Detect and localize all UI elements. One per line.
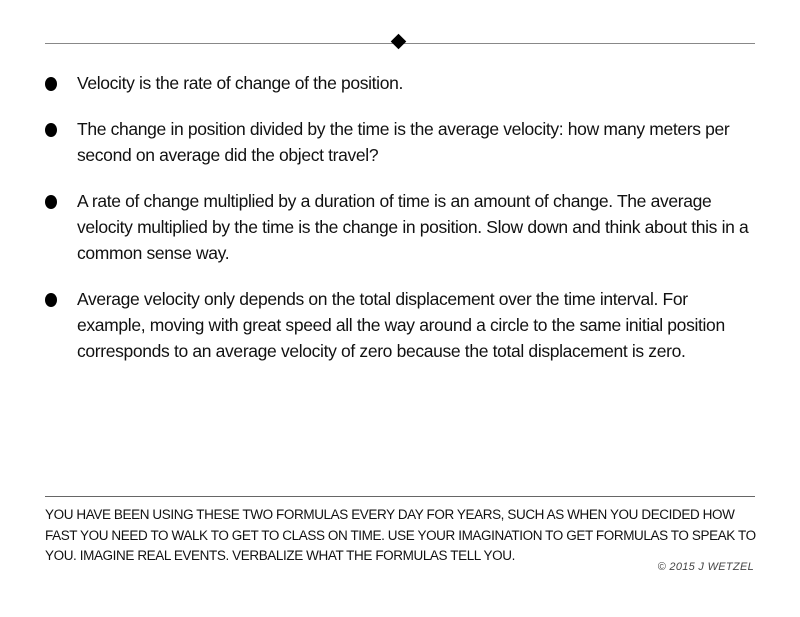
footer-divider <box>45 496 755 497</box>
bullet-icon <box>45 195 57 209</box>
diamond-icon <box>391 34 407 50</box>
bullet-icon <box>45 77 57 91</box>
bullet-icon <box>45 293 57 307</box>
bullet-item <box>45 116 760 168</box>
bullet-item <box>45 188 760 266</box>
bullet-text: A rate of change multiplied by a duration of time is an amount of change. The average velocity multiplied by the time is the change in position. Slow down and think about this in a common sense way. <box>77 191 749 263</box>
bullet-text: Velocity is the rate of change of the position. <box>77 73 403 93</box>
bullet-item <box>45 286 760 364</box>
bullet-list <box>45 70 760 384</box>
footer-note: YOU HAVE BEEN USING THESE TWO FORMULAS EVERY DAY FOR YEARS, SUCH AS WHEN YOU DECIDED HOW FAST YOU NEED TO WALK TO GET TO CLASS ON TIME. USE YOUR IMAGINATION TO GET FORMULAS TO SPEAK TO YOU. IMAGINE REAL EVENTS. VERBALIZE WHAT THE FORMULAS TELL YOU. <box>45 507 756 563</box>
bullet-text: The change in position divided by the time is the average velocity: how many meters per second on average did the object travel? <box>77 119 730 165</box>
copyright: © 2015 J WETZEL <box>657 561 754 573</box>
bullet-icon <box>45 123 57 137</box>
bullet-text: Average velocity only depends on the total displacement over the time interval. For example, moving with great speed all the way around a circle to the same initial position corresponds to an average velocity of zero because the total displacement is zero. <box>77 289 725 361</box>
bullet-item <box>45 70 760 96</box>
